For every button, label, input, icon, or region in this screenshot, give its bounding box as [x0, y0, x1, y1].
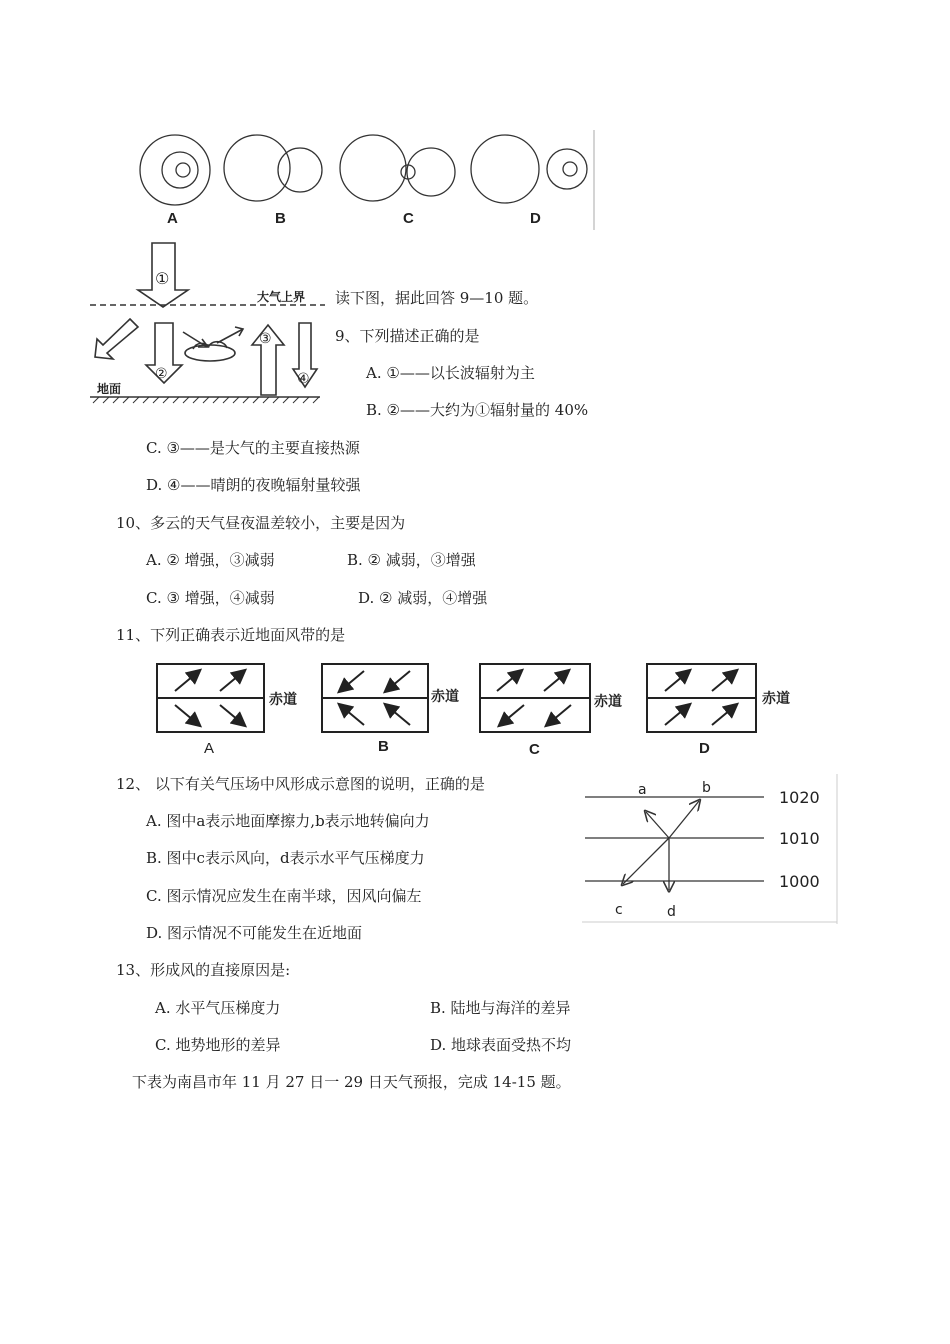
wind-label-b: B	[378, 738, 389, 755]
equator-label-a: 赤道	[269, 692, 297, 708]
isobar-label-1020: 1020	[779, 788, 820, 807]
intro-14-15: 下表为南昌市年 11 月 27 日一 29 日天气预报，完成 14-15 题。	[132, 1073, 571, 1091]
circles-figure	[0, 0, 950, 240]
intro-9-10: 读下图，据此回答 9—10 题。	[335, 289, 539, 307]
q9-stem: 9、下列描述正确的是	[335, 327, 480, 345]
isobar-label-1010: 1010	[779, 829, 820, 848]
pressure-field-figure	[582, 774, 842, 924]
q12-option-b: B. 图中c表示风向，d表示水平气压梯度力	[146, 849, 425, 867]
marker-3: ③	[259, 331, 272, 347]
vector-label-c: c	[615, 902, 623, 918]
radiation-figure	[85, 235, 325, 405]
q13-option-c: C. 地势地形的差异	[155, 1036, 281, 1054]
circle-diagram-b	[224, 135, 322, 201]
q10-stem: 10、多云的天气昼夜温差较小，主要是因为	[116, 514, 406, 532]
q13-option-b: B. 陆地与海洋的差异	[430, 999, 571, 1017]
wind-box-d	[647, 664, 756, 732]
q10-option-a: A. ② 增强，③减弱	[146, 551, 275, 569]
q9-option-b: B. ②——大约为①辐射量的 40%	[366, 401, 589, 419]
wind-label-c: C	[529, 741, 540, 758]
wind-box-a	[157, 664, 264, 732]
marker-4: ④	[297, 371, 310, 387]
q10-option-d: D. ② 减弱，④增强	[358, 589, 488, 607]
vector-c	[623, 838, 669, 884]
circle-diagram-c	[340, 135, 455, 201]
equator-label-b: 赤道	[431, 689, 459, 705]
q12-option-a: A. 图中a表示地面摩擦力,b表示地转偏向力	[146, 812, 430, 830]
q10-option-c: C. ③ 增强，④减弱	[146, 589, 275, 607]
circle-label-c: C	[403, 210, 414, 227]
reflection-arrow	[95, 319, 138, 359]
vector-label-b: b	[702, 780, 711, 796]
wind-belt-figure	[0, 658, 950, 758]
equator-label-d: 赤道	[762, 691, 790, 707]
wind-label-d: D	[699, 740, 710, 757]
q11-stem: 11、下列正确表示近地面风带的是	[116, 626, 346, 644]
isobar-label-1000: 1000	[779, 872, 820, 891]
vector-a	[646, 812, 669, 838]
q9-option-a: A. ①——以长波辐射为主	[366, 364, 535, 382]
q12-stem: 12、 以下有关气压场中风形成示意图的说明，正确的是	[116, 775, 485, 793]
q13-option-a: A. 水平气压梯度力	[155, 999, 281, 1017]
marker-2: ②	[155, 366, 168, 382]
equator-label-c: 赤道	[594, 694, 622, 710]
q13-option-d: D. 地球表面受热不均	[430, 1036, 572, 1054]
q9-option-c: C. ③——是大气的主要直接热源	[146, 439, 360, 457]
q9-option-d: D. ④——晴朗的夜晚辐射量较强	[146, 476, 361, 494]
vector-label-d: d	[667, 904, 676, 920]
circle-label-a: A	[167, 210, 178, 227]
circle-diagram-d	[471, 135, 587, 203]
circle-diagram-a	[140, 135, 210, 205]
vector-label-a: a	[638, 782, 647, 798]
circle-label-b: B	[275, 210, 286, 227]
atmosphere-top-label: 大气上界	[257, 290, 306, 304]
marker-1: ①	[155, 269, 170, 288]
q10-option-b: B. ② 减弱，③增强	[347, 551, 476, 569]
q12-option-d: D. 图示情况不可能发生在近地面	[146, 924, 363, 942]
wind-box-c	[480, 664, 590, 732]
circle-label-d: D	[530, 210, 541, 227]
ground-label: 地面	[97, 382, 122, 396]
wind-label-a: A	[204, 740, 215, 757]
q13-stem: 13、形成风的直接原因是:	[116, 961, 291, 979]
wind-box-b	[322, 664, 428, 732]
q12-option-c: C. 图示情况应发生在南半球，因风向偏左	[146, 887, 422, 905]
vector-b	[669, 801, 699, 838]
